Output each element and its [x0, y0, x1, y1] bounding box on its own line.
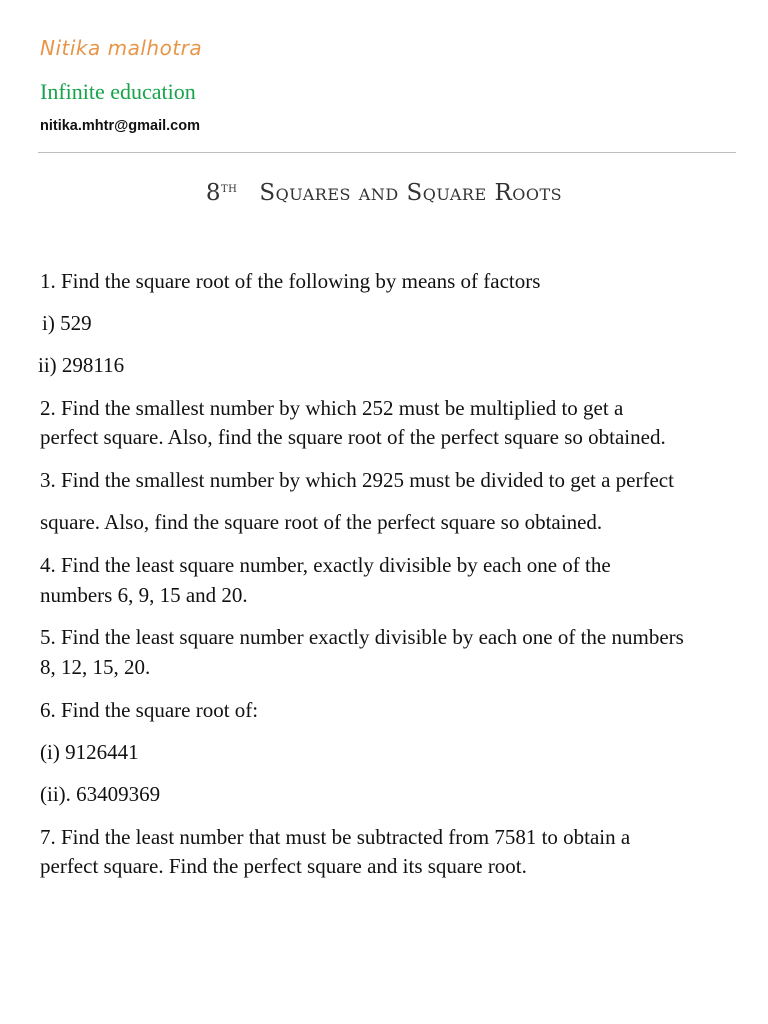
title-text: Squares and Square Roots	[259, 180, 563, 206]
page-title	[0, 180, 768, 206]
question-3-line-1: 3. Find the smallest number by which 2925 must be divided to get a perfect	[40, 468, 674, 492]
question-6-line-1: 6. Find the square root of:	[40, 698, 259, 722]
title-grade: 8	[205, 180, 221, 206]
title-grade-suffix: TH	[220, 184, 238, 195]
header-divider	[38, 152, 736, 153]
question-1-part-ii: ii) 298116	[38, 353, 125, 377]
question-4-line-2: numbers 6, 9, 15 and 20.	[40, 583, 248, 607]
question-6-part-i: (i) 9126441	[40, 740, 139, 764]
question-4-line-1: 4. Find the least square number, exactly divisible by each one of the	[40, 553, 611, 577]
question-5-line-1: 5. Find the least square number exactly divisible by each one of the numbers	[40, 625, 684, 649]
author-email: nitika.mhtr@gmail.com	[40, 118, 200, 134]
organization-name: Infinite education	[40, 79, 196, 104]
question-3-line-2: square. Also, find the square root of the perfect square so obtained.	[40, 510, 603, 534]
question-1-part-i: i) 529	[42, 311, 92, 335]
question-6-part-ii: (ii). 63409369	[40, 782, 161, 806]
question-1-line-1: 1. Find the square root of the following by means of factors	[40, 269, 541, 293]
author-name: Nitika malhotra	[40, 36, 203, 60]
question-7-line-1: 7. Find the least number that must be subtracted from 7581 to obtain a	[40, 825, 631, 849]
question-2-line-1: 2. Find the smallest number by which 252 must be multiplied to get a	[40, 396, 624, 420]
question-5-line-2: 8, 12, 15, 20.	[40, 655, 151, 679]
question-2-line-2: perfect square. Also, find the square root of the perfect square so obtained.	[40, 425, 666, 449]
question-7-line-2: perfect square. Find the perfect square and its square root.	[40, 854, 527, 878]
